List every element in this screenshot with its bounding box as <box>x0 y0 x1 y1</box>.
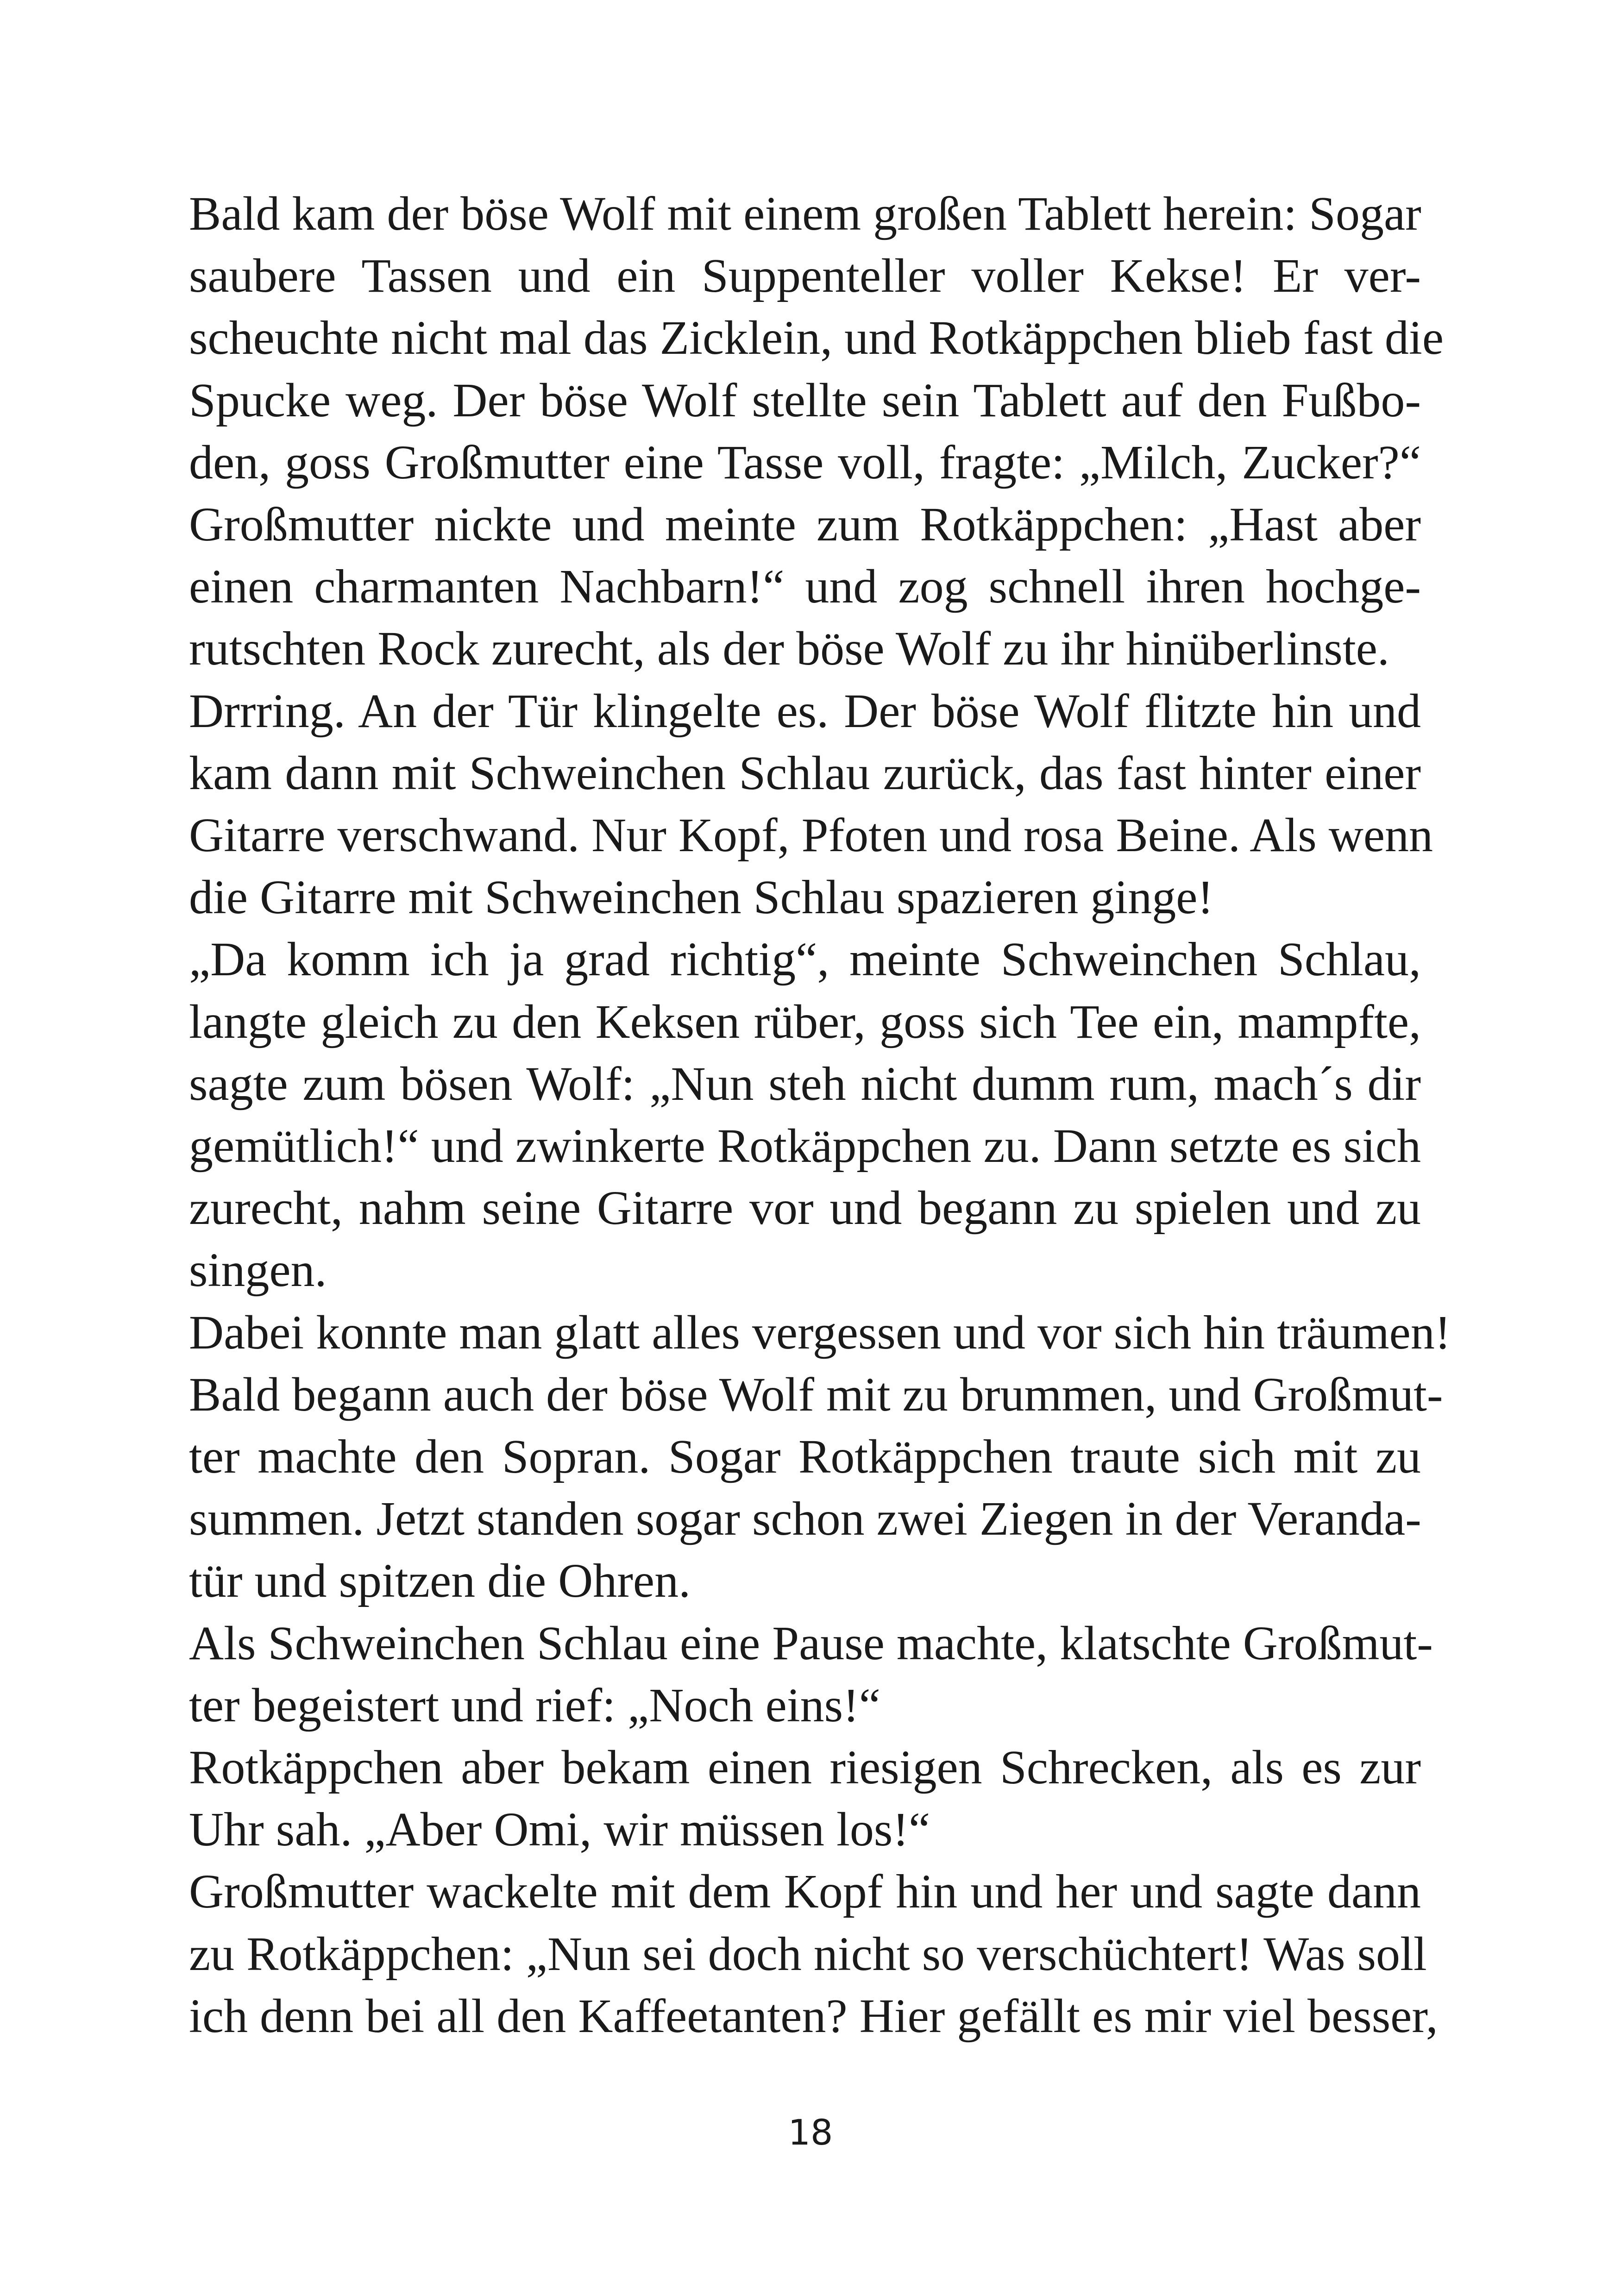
text-line: scheuchte nicht mal das Zicklein, und Rotkäppchen blieb fast die <box>189 311 1444 364</box>
text-line: tür und spitzen die Ohren. <box>189 1554 691 1607</box>
text-line: ich denn bei all den Kaffeetanten? Hier gefällt es mir viel besser, <box>189 1989 1438 2043</box>
text-line: Großmutter wackelte mit dem Kopf hin und her und sagte dann <box>189 1865 1421 1918</box>
text-line: zu Rotkäppchen: „Nun sei doch nicht so verschüchtert! Was soll <box>189 1927 1427 1981</box>
text-line: Bald kam der böse Wolf mit einem großen Tablett herein: Sogar <box>189 187 1421 240</box>
text-line: Drrring. An der Tür klingelte es. Der böse Wolf flitzte hin und <box>189 684 1421 738</box>
text-line: Großmutter nickte und meinte zum Rotkäppchen: „Hast aber <box>189 498 1421 551</box>
text-line: einen charmanten Nachbarn!“ und zog schnell ihren hochge- <box>189 560 1421 613</box>
text-line: langte gleich zu den Keksen rüber, goss sich Tee ein, mampfte, <box>189 995 1421 1048</box>
text-line: Als Schweinchen Schlau eine Pause machte, klatschte Großmut- <box>189 1617 1433 1670</box>
text-line: kam dann mit Schweinchen Schlau zurück, das fast hinter einer <box>189 747 1421 800</box>
text-line: Rotkäppchen aber bekam einen riesigen Schrecken, als es zur <box>189 1741 1421 1794</box>
text-line: rutschten Rock zurecht, als der böse Wolf zu ihr hinüberlinste. <box>189 622 1389 675</box>
text-line: gemütlich!“ und zwinkerte Rotkäppchen zu. Dann setzte es sich <box>189 1119 1421 1173</box>
text-line: Bald begann auch der böse Wolf mit zu brummen, und Großmut- <box>189 1368 1443 1421</box>
text-line: zurecht, nahm seine Gitarre vor und begann zu spielen und zu <box>189 1181 1421 1235</box>
text-line: summen. Jetzt standen sogar schon zwei Ziegen in der Veranda- <box>189 1492 1421 1545</box>
text-line: Dabei konnte man glatt alles vergessen und vor sich hin träumen! <box>189 1306 1451 1359</box>
text-line: saubere Tassen und ein Suppenteller voller Kekse! Er ver- <box>189 249 1421 302</box>
text-line: den, goss Großmutter eine Tasse voll, fragte: „Milch, Zucker?“ <box>189 436 1421 489</box>
text-line: die Gitarre mit Schweinchen Schlau spazieren ginge! <box>189 871 1214 924</box>
text-line: singen. <box>189 1243 327 1297</box>
text-line: ter machte den Sopran. Sogar Rotkäppchen traute sich mit zu <box>189 1430 1421 1483</box>
text-line: Spucke weg. Der böse Wolf stellte sein Tablett auf den Fußbo- <box>189 374 1421 427</box>
page-number: 18 <box>788 2112 833 2153</box>
text-line: sagte zum bösen Wolf: „Nun steh nicht dumm rum, mach´s dir <box>189 1057 1421 1110</box>
text-line: Uhr sah. „Aber Omi, wir müssen los!“ <box>189 1803 930 1856</box>
text-line: „Da komm ich ja grad richtig“, meinte Schweinchen Schlau, <box>189 933 1421 986</box>
text-line: ter begeistert und rief: „Noch eins!“ <box>189 1679 880 1732</box>
text-line: Gitarre verschwand. Nur Kopf, Pfoten und rosa Beine. Als wenn <box>189 809 1433 862</box>
